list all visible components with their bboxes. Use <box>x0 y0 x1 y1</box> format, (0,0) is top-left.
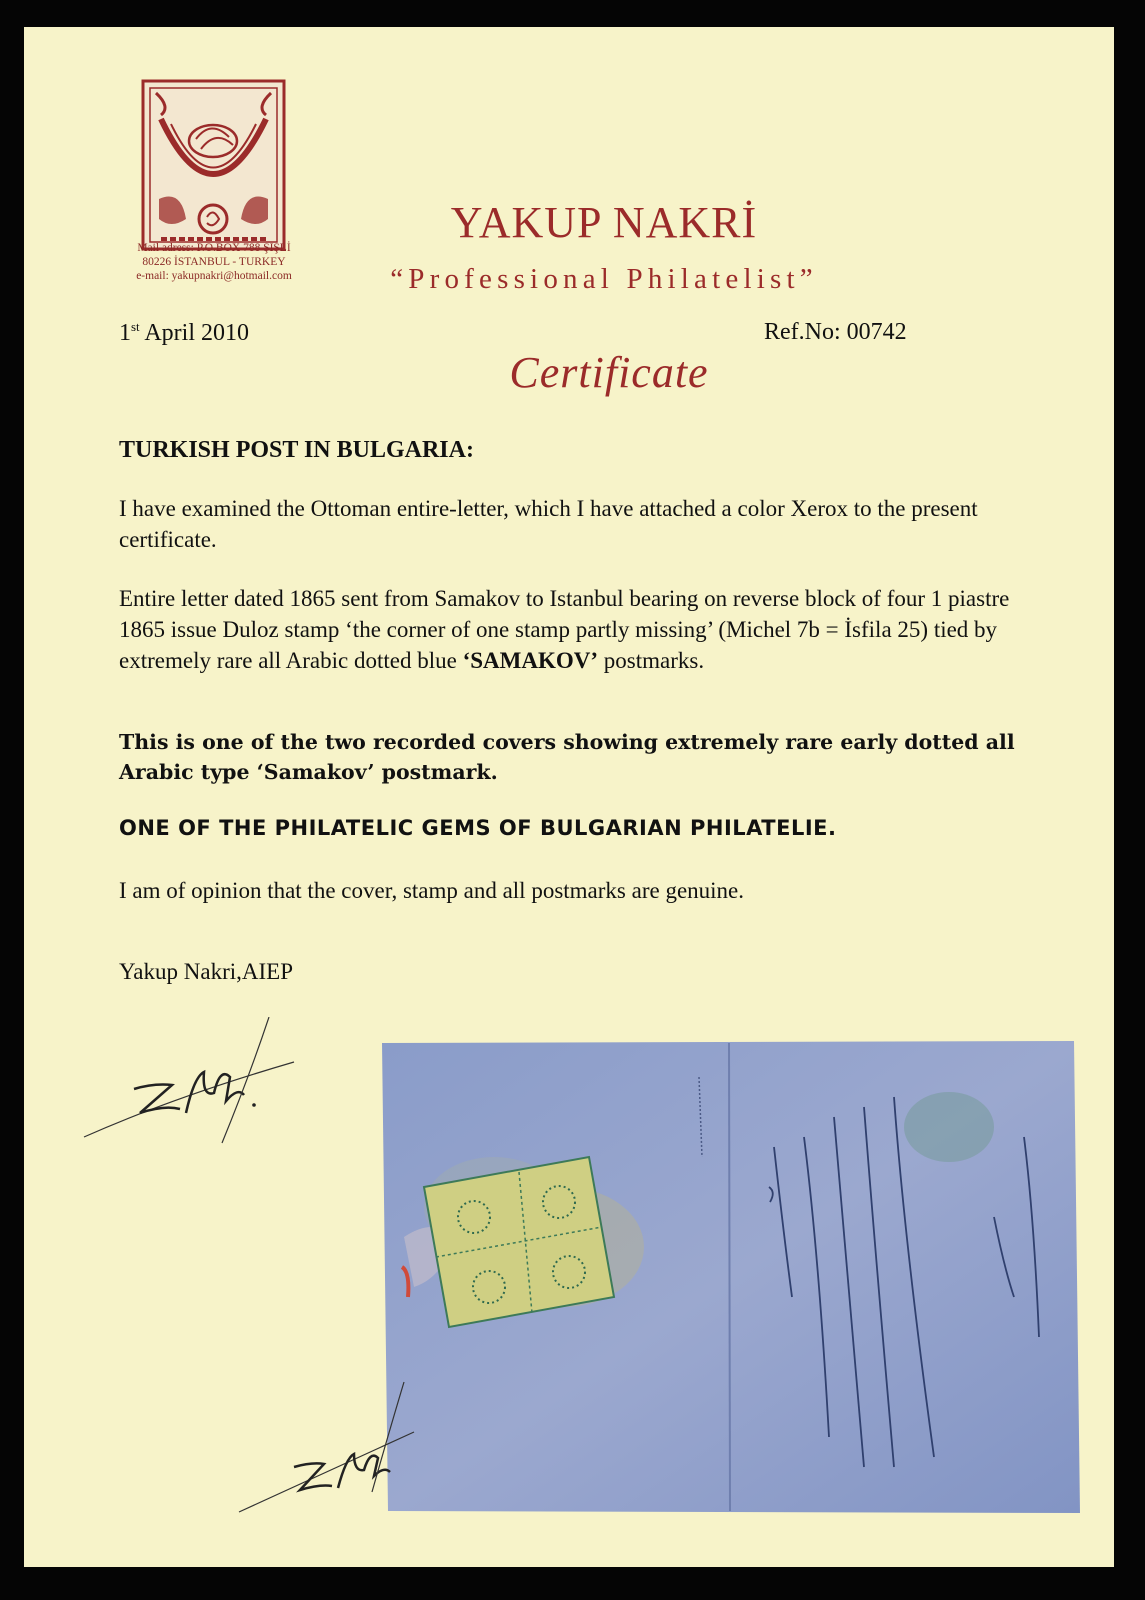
mail-line: 80226 İSTANBUL - TURKEY <box>142 256 286 268</box>
cover-photo <box>374 1037 1084 1517</box>
certificate-sheet <box>24 27 1114 1567</box>
signer-name: Yakup Nakri,AIEP <box>119 959 293 984</box>
mail-address <box>114 241 314 283</box>
mail-line: Mail adress: P.O.BOX 788 ŞIŞLİ <box>137 242 291 254</box>
date-day: 1 <box>119 320 131 346</box>
issuer-name: YAKUP NAKRİ <box>450 198 758 247</box>
date-rest: April 2010 <box>139 320 250 346</box>
description-end: postmarks. <box>598 648 705 673</box>
postmark-name: ‘SAMAKOV’ <box>462 648 599 673</box>
paragraph-description <box>119 583 1019 676</box>
certificate-title: Certificate <box>509 348 709 397</box>
paragraph-opinion: I am of opinion that the cover, stamp and all postmarks are genuine. <box>119 878 745 903</box>
ottoman-stamp-logo <box>141 79 286 251</box>
handwritten-signature-on-photo <box>224 1372 424 1522</box>
description-text: Entire letter dated 1865 sent from Samakov to Istanbul bearing on reverse block of four 1 piastre 1865 issue Duloz stamp ‘the corner of one stamp partly missing’ (Michel 7b = İsfila 25) tied by extremely rare all Arabic dotted blue <box>119 586 1010 673</box>
section-heading: TURKISH POST IN BULGARIA: <box>119 437 474 463</box>
reference-number: Ref.No: 00742 <box>764 319 907 345</box>
certificate-date <box>119 319 249 347</box>
mail-line: e-mail: yakupnakri@hotmail.com <box>136 270 292 282</box>
paragraph-gems: ONE OF THE PHILATELIC GEMS OF BULGARIAN PHILATELIE. <box>119 816 837 840</box>
paragraph-rarity: This is one of the two recorded covers showing extremely rare early dotted all Arabic type ‘Samakov’ postmark. <box>119 730 1015 784</box>
issuer-subtitle: “Professional Philatelist” <box>390 263 818 295</box>
paragraph-examined: I have examined the Ottoman entire-letter, which I have attached a color Xerox to the present certificate. <box>119 496 978 552</box>
handwritten-signature <box>54 1017 304 1147</box>
date-suffix: st <box>131 319 140 334</box>
